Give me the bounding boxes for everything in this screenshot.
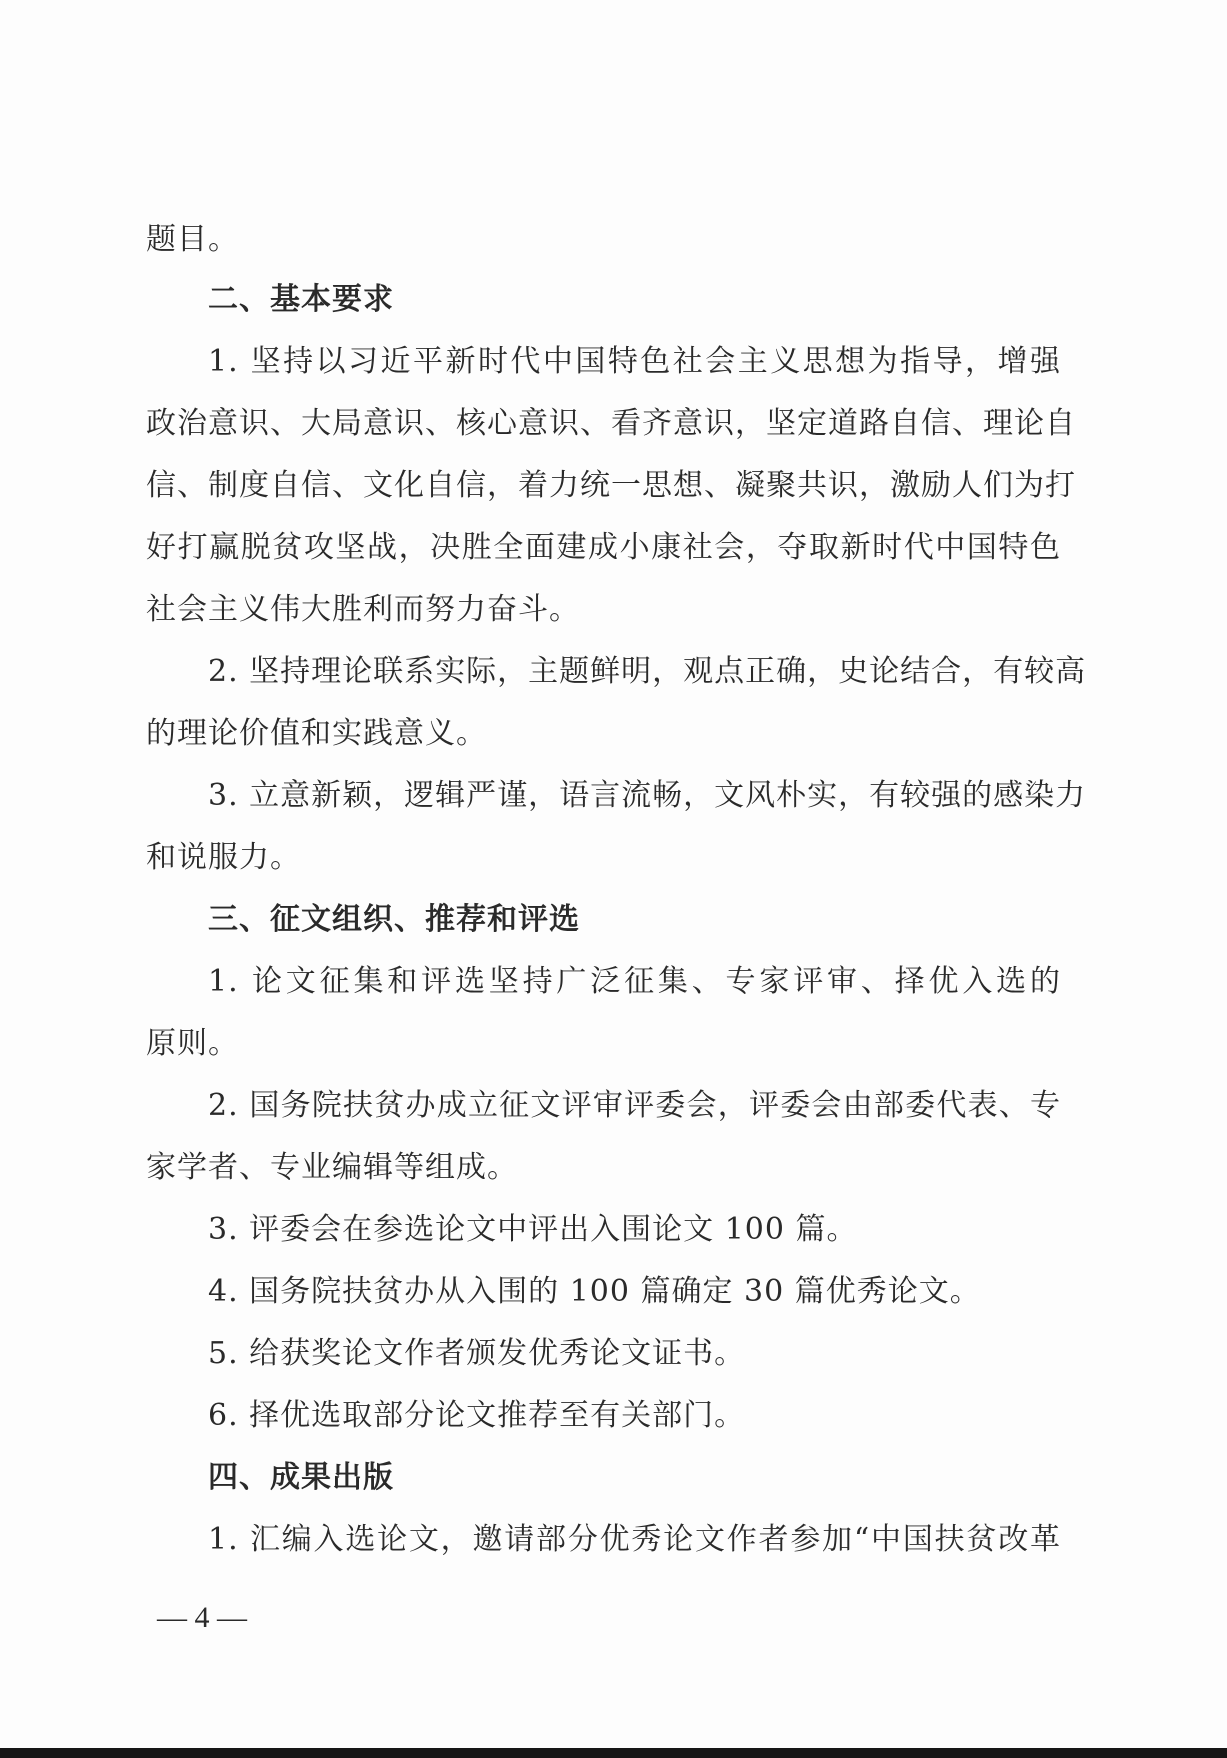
- text-line: 题目。: [146, 222, 239, 257]
- scan-edge: [0, 1748, 1227, 1758]
- page-number: — 4 —: [157, 1601, 247, 1634]
- text-line: 原则。: [146, 1026, 239, 1061]
- text-line: 和说服力。: [146, 840, 301, 875]
- text-line: 1. 论文征集和评选坚持广泛征集、专家评审、择优入选的: [208, 964, 1061, 999]
- text-line: 3. 立意新颖，逻辑严谨，语言流畅，文风朴实，有较强的感染力: [208, 778, 1087, 813]
- text-line: 1. 坚持以习近平新时代中国特色社会主义思想为指导，增强: [208, 344, 1061, 379]
- text-line: 2. 国务院扶贫办成立征文评审评委会，评委会由部委代表、专: [208, 1088, 1061, 1123]
- section-heading: 四、成果出版: [208, 1460, 394, 1495]
- text-line: 好打赢脱贫攻坚战，决胜全面建成小康社会，夺取新时代中国特色: [146, 530, 1061, 565]
- section-heading: 三、征文组织、推荐和评选: [208, 902, 580, 937]
- text-line: 6. 择优选取部分论文推荐至有关部门。: [208, 1398, 746, 1433]
- text-line: 信、制度自信、文化自信，着力统一思想、凝聚共识，激励人们为打: [146, 468, 1076, 503]
- text-line: 家学者、专业编辑等组成。: [146, 1150, 518, 1185]
- section-heading: 二、基本要求: [208, 282, 394, 317]
- text-line: 5. 给获奖论文作者颁发优秀论文证书。: [208, 1336, 746, 1371]
- text-line: 4. 国务院扶贫办从入围的 100 篇确定 30 篇优秀论文。: [208, 1274, 981, 1309]
- text-line: 社会主义伟大胜利而努力奋斗。: [146, 592, 580, 627]
- text-line: 3. 评委会在参选论文中评出入围论文 100 篇。: [208, 1212, 858, 1247]
- text-line: 政治意识、大局意识、核心意识、看齐意识，坚定道路自信、理论自: [146, 406, 1076, 441]
- text-line: 2. 坚持理论联系实际，主题鲜明，观点正确，史论结合，有较高: [208, 654, 1087, 689]
- text-line: 1. 汇编入选论文，邀请部分优秀论文作者参加“中国扶贫改革: [208, 1522, 1061, 1557]
- text-line: 的理论价值和实践意义。: [146, 716, 487, 751]
